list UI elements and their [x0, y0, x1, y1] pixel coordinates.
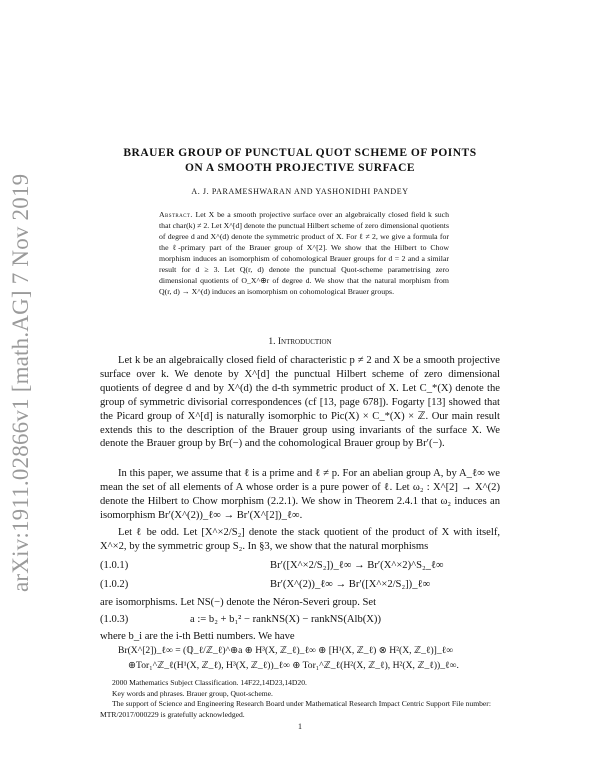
- intro-paragraph-2-block: [100, 467, 500, 523]
- footnote-funding: The support of Science and Engineering Research Board under Mathematical Research Impact Centric Support File number: MTR/2017/000229 is gratefully acknowledged.: [100, 699, 491, 719]
- paper-authors: A. J. PARAMESHWARAN AND YASHONIDHI PANDEY: [191, 187, 409, 196]
- equation-1-0-1: [100, 560, 500, 576]
- intro-paragraph-1-block: [100, 354, 500, 451]
- equation-1-0-3: [100, 614, 500, 630]
- intro-paragraph-2: In this paper, we assume that ℓ is a prime and ℓ ≠ p. For an abelian group A, by A_ℓ∞ we mean the set of all elements of A whose order is a pure power of ℓ. Let ω₂ : X^[2] → X^(2) denote the Hilbert to Chow morphism (2.2.1). We show in Theorem 2.4.1 that ω₂ induces an isomorphism Br′(X^(2))_ℓ∞ → Br′(X^[2])_ℓ∞.: [100, 468, 500, 521]
- intro-paragraph-1: Let k be an algebraically closed field of characteristic p ≠ 2 and X be a smooth projective surface over k. We denote by X^[d] the punctual Hilbert scheme of zero dimensional quotients of degree d and by X^(d) the d-th symmetric product of X. Let C_*(X) denote the group of symmetric divisorial correspondences (cf [13, page 678]). Fogarty [13] showed that the Picard group of X^[d] is naturally isomorphic to Pic(X) × C_*(X) × ℤ. Our main result extends this to the description of the Brauer group using invariants of the surface X. We denote the Brauer group by Br(−) and the cohomological Brauer group by Br′(−).: [100, 355, 500, 450]
- equation-expression: Br′(X^(2))_ℓ∞ → Br′([X^×2/S₂])_ℓ∞: [270, 579, 431, 590]
- intro-paragraph-3: Let ℓ be odd. Let [X^×2/S₂] denote the stack quotient of the product of X with itself, X^×2, by the symmetric group S₂. In §3, we show that the natural morphisms: [100, 527, 500, 552]
- footnotes: [100, 678, 500, 720]
- equation-number: (1.0.3): [100, 614, 129, 625]
- equation-expression: a := b₂ + b₁² − rankNS(X) − rankNS(Alb(X)): [190, 614, 381, 625]
- paper-title: [0, 146, 600, 176]
- brauer-formula-line-2: ⊕Tor₁^ℤ_ℓ(H¹(X, ℤ_ℓ), H³(X, ℤ_ℓ))_ℓ∞ ⊕ Tor₁^ℤ_ℓ(H²(X, ℤ_ℓ), H²(X, ℤ_ℓ))_ℓ∞.: [128, 660, 459, 671]
- title-line-1: BRAUER GROUP OF PUNCTUAL QUOT SCHEME OF POINTS: [123, 147, 477, 159]
- brauer-formula-line-1: Br(X^[2])_ℓ∞ = (ℚ_ℓ/ℤ_ℓ)^⊕a ⊕ H³(X, ℤ_ℓ)_ℓ∞ ⊕ [H¹(X, ℤ_ℓ) ⊗ H²(X, ℤ_ℓ)]_ℓ∞: [118, 645, 454, 656]
- abstract-label: Abstract.: [159, 210, 193, 219]
- equation-number: (1.0.1): [100, 560, 129, 571]
- abstract-body: Let X be a smooth projective surface over an algebraically closed field k such that char(k) ≠ 2. Let X^[d] denote the punctual Hilbert scheme of zero dimensional quotients of degree d and X^(d) denote the symmetric product of X. For ℓ ≠ 2, we give a formula for the ℓ-primary part of the Brauer group of X^[2]. We show that the Hilbert to Chow morphism induces an isomorphism of cohomological Brauer groups for d = 2 and a similar result for d ≥ 3. Let Q(r, d) denote the punctual Quot-scheme parametrising zero dimensional quotients of O_X^⊕r of degree d. We show that the natural morphism from Q(r, d) → X^(d) induces an isomorphism on cohomological Brauer groups.: [159, 210, 449, 296]
- title-line-2: ON A SMOOTH PROJECTIVE SURFACE: [184, 162, 416, 174]
- arxiv-identifier-stamp: arXiv:1911.02866v1 [math.AG] 7 Nov 2019: [8, 173, 33, 592]
- section-heading-introduction: 1. Introduction: [268, 337, 332, 347]
- equation-1-0-2: [100, 579, 500, 595]
- footnote-keywords: Key words and phrases. Brauer group, Quot-scheme.: [112, 688, 273, 698]
- text-after-equation-3: where b_i are the i-th Betti numbers. We have: [100, 631, 295, 642]
- equation-expression: Br′([X^×2/S₂])_ℓ∞ → Br′(X^×2)^S₂_ℓ∞: [270, 560, 444, 571]
- page-number: 1: [298, 722, 302, 731]
- equation-number: (1.0.2): [100, 579, 129, 590]
- text-after-equation-2: are isomorphisms. Let NS(−) denote the Néron-Severi group. Set: [100, 597, 377, 608]
- abstract: [159, 209, 449, 297]
- intro-paragraph-3-block: [100, 526, 500, 554]
- footnote-msc: 2000 Mathematics Subject Classification. 14F22,14D23,14D20.: [112, 678, 307, 687]
